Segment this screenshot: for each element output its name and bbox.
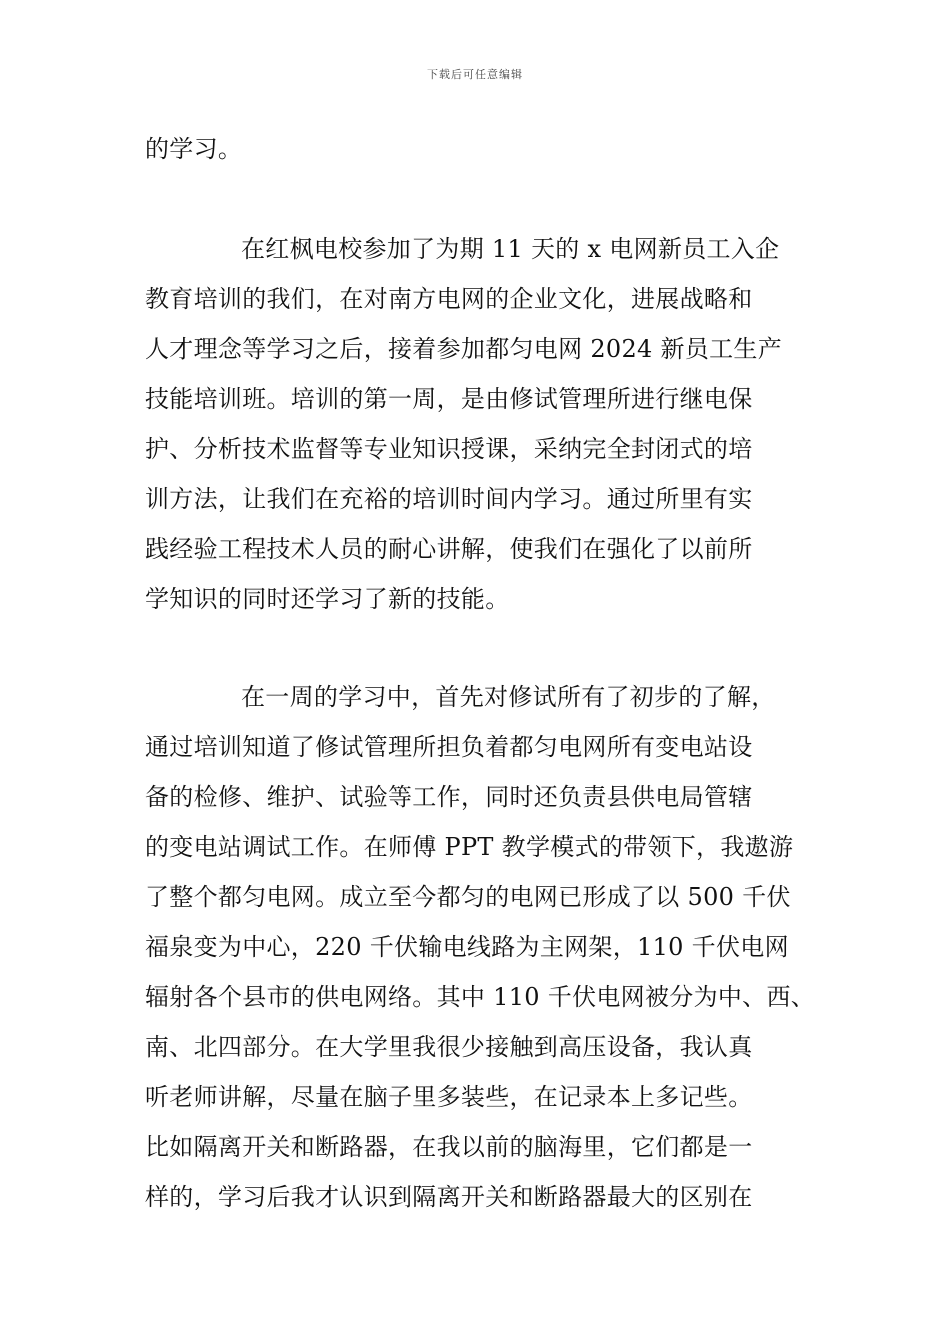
text-line: 样的，学习后我才认识到隔离开关和断路器最大的区别在 [145,1183,753,1211]
text-line: 辐射各个县市的供电网络。其中 110 千伏电网被分为中、西、 [145,983,816,1011]
text-line: 践经验工程技术人员的耐心讲解，使我们在强化了以前所 [145,535,753,563]
text-line: 通过培训知道了修试管理所担负着都匀电网所有变电站设 [145,733,753,761]
text-line: 备的检修、维护、试验等工作，同时还负责县供电局管辖 [145,783,753,811]
text-line: 技能培训班。培训的第一周，是由修试管理所进行继电保 [145,385,753,413]
text-line: 护、分析技术监督等专业知识授课，采纳完全封闭式的培 [145,435,753,463]
text-line: 训方法，让我们在充裕的培训时间内学习。通过所里有实 [145,485,753,513]
text-line: 的变电站调试工作。在师傅 PPT 教学模式的带领下，我遨游 [145,833,794,861]
text-line: 南、北四部分。在大学里我很少接触到高压设备，我认真 [145,1033,753,1061]
paragraph-2 [145,224,810,624]
text-line: 福泉变为中心，220 千伏输电线路为主网架，110 千伏电网 [145,933,789,961]
text-line: 了整个都匀电网。成立至今都匀的电网已形成了以 500 千伏 [145,883,791,911]
text-line: 人才理念等学习之后，接着参加都匀电网 2024 新员工生产 [145,335,783,363]
page-header: 下载后可任意编辑 [427,68,523,81]
text-line: 学知识的同时还学习了新的技能。 [145,585,510,613]
text-line: 在红枫电校参加了为期 11 天的 x 电网新员工入企 [241,235,780,263]
text-line: 比如隔离开关和断路器，在我以前的脑海里，它们都是一 [145,1133,753,1161]
paragraph-3 [145,672,816,1222]
text-line: 教育培训的我们，在对南方电网的企业文化，进展战略和 [145,285,753,313]
paragraph-1 [145,124,810,174]
text-line: 的学习。 [145,135,243,163]
text-line: 在一周的学习中，首先对修试所有了初步的了解， [241,683,776,711]
text-line: 听老师讲解，尽量在脑子里多装些，在记录本上多记些。 [145,1083,753,1111]
